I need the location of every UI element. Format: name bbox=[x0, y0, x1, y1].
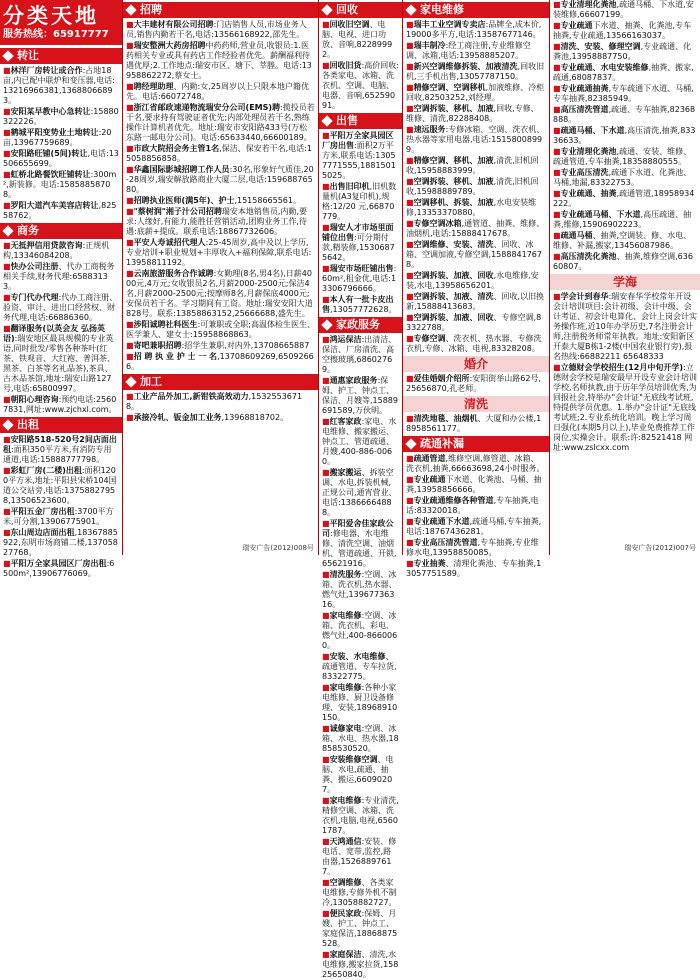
ad-item: ■华鑫国际影城招聘工作人员:30名,形象好气质佳,20-28周岁,瑞安解放路商业大厦二层,电话:15968876580。 bbox=[126, 165, 314, 194]
ad-item: ■翻译服务(以英会友 弘扬英语):瑞安地区最具规模的专业英语,同时批发/零售各种茶叶(红茶、铁观音、大红袍、普洱茶、黑茶、白茶等名礼品茶),茶具、古木品茶馆,地址:瑞安山路127号,电话:65800997。 bbox=[3, 324, 115, 393]
ad-item: ■专业高压清洗,疏通下水道、化粪池、马桶,地漏,83322753。 bbox=[553, 168, 692, 187]
ad-item: ■瑞安整洲大药房招聘中药药师,营业员,收银员:1.医药相关专业或具有药店工作经验者优先。薪酬福利待遇优厚;2.工作地点:瑞安市区、塘下、莘塍。电话:13958862272,蔡女士。 bbox=[126, 41, 312, 80]
ad-item: ■家电维修:专业清洗,精修空调、冰箱、洗衣机,电脑,电视,65601787。 bbox=[322, 796, 399, 835]
ad-item: ■诚修家电:空调、冰箱、水电、热水器,18858530520。 bbox=[322, 724, 399, 753]
ad-item: ■瑞安市场旺铺出售:60m²,租金优,电话:13306796666。 bbox=[322, 264, 397, 293]
section-header-shangwu: 商务 bbox=[0, 223, 122, 239]
ad-item: ■瑞丰制冷:经工商注册,专业维修空调、冰箱,电话:13958885207。 bbox=[406, 41, 531, 60]
ad-item: ■招 聘 执 业 护 士 一 名,13708609269,65092666。 bbox=[126, 352, 314, 371]
ad-item: ■疏通管道,维修空调,修管道、冰箱、洗衣机,抽粪,66663698,24小时服务。 bbox=[406, 454, 545, 473]
ad-item: ■专业疏通、抽粪,疏通管道,18958934222。 bbox=[553, 189, 695, 208]
ad-item: ■专业疏通维修各种管道,专车抽粪,电话:83320018。 bbox=[406, 496, 539, 515]
ad-list-chushou bbox=[322, 131, 399, 315]
ad-list-xuehai bbox=[553, 292, 697, 453]
column-1 bbox=[0, 0, 123, 578]
ad-list-hunqing bbox=[406, 374, 546, 394]
ad-item: ■空调移机、拆装、加液,水电安装维修,13353370880。 bbox=[406, 198, 537, 217]
ad-item: ■专修空调冰箱,通管道、抽粪、维修、油烟机,电话:15888417678。 bbox=[406, 219, 545, 238]
ad-item: ■浙江省邮政速递物流瑞安分公司(EMS)聘:揽投员若干名,要求持有驾驶证者优先;内部处理员若干名,熟练操作计算机者优先。地址:瑞安市安阳路433号(万松东路一邮电分公司)。电话:65633440,66600189。 bbox=[126, 103, 315, 142]
diamond-icon bbox=[125, 376, 136, 387]
ad-item: ■清洗服务:空调、冰箱、洗衣机,热水器、燃气灶,13967736316。 bbox=[322, 570, 397, 609]
ad-item: ■聘经理助理、内勤:女,25周岁以上只限本地户籍优先。电话:66072748。 bbox=[126, 82, 309, 101]
section-header-jiadian: 家电维修 bbox=[403, 2, 549, 18]
ad-item: ■立德财会学校招生(12月中旬开学):立德财会学校是瑞安最早开设专业会计培训学校,名师执教,由于历年学员培训优秀,为回报社会,特举办"会计证"无底线考试班,特提供学员优惠。1.举办"会计证"无底线考试班;2.专业系统化培训。晚上学习周日强化(本期5月以上),毕业免费推荐工作岗位,实操会计。联系:许:82521418 网址:www.zslcxx.com bbox=[553, 363, 697, 452]
section-header-chushou: 出售 bbox=[319, 113, 402, 129]
ad-item: ■高压清洗化粪池、抽粪,维修空调,63660807。 bbox=[553, 252, 693, 271]
ad-item: ■专业清理化粪池,疏通、安装、维修、疏通管道,专车抽粪,18358880555。 bbox=[553, 147, 692, 166]
ad-item: ■专门代办代理:代办工商注册、验资、审计、进出口经营权、财务代理,电话:66886360。 bbox=[3, 293, 118, 322]
ad-item: ■安装、水电维修、疏通管道、专车拉货,83322775。 bbox=[322, 652, 397, 681]
ad-item: ■安阳某早教中心急转让:15880322226。 bbox=[3, 107, 119, 126]
ad-item: ■安阳路518-520号2间店面出租:面积350平方米,有消防专用通道,电话:15888777798。 bbox=[3, 435, 117, 464]
ad-list-qingjie bbox=[406, 414, 546, 434]
ad-item: ■安阳路旺铺(5间)转让,电话:13506655699。 bbox=[3, 149, 119, 168]
ad-item: ■鹤城平阳变势业土地转让:20亩,13967759689。 bbox=[3, 128, 112, 147]
ad-list-shutong-cont bbox=[553, 0, 697, 272]
ad-item: ■瑞丰工业空调专卖店:品牌全,成本价,19000多平方,电话:13587677146。 bbox=[406, 20, 542, 39]
ad-item: ■回收旧货:高价回收:各类家电、冰箱、洗衣机、空调、电脑、电器、音响,65259091。 bbox=[322, 61, 399, 110]
ad-item: ■寄吧兼职招聘:招学生兼职,对内外,13708665887 bbox=[126, 341, 310, 350]
ad-item: ■专修空调、洗衣机、热水器、专修洗衣机,专修、冰箱、电视,83328208。 bbox=[406, 334, 542, 353]
ad-item: ■家庭保洁、清洗,水电维修,搬家拉货,15825650840。 bbox=[322, 950, 399, 979]
ad-item: ■清洗地毯、油烟机、大厦和办公楼,18958561177。 bbox=[406, 414, 542, 433]
ad-item: ■鸿运保洁:出清洁、保洁、厂房清洗、高空擦玻璃,68602769。 bbox=[322, 335, 397, 374]
ad-item: ■无抵押信用贷款咨询:正规机构,13346084208。 bbox=[3, 241, 110, 260]
column-2 bbox=[123, 0, 319, 555]
section-header-huishou: 回收 bbox=[319, 2, 402, 18]
ad-item: ■通惠家政服务:保姆、护工、钟点工、保洁、月嫂等,15889691589,万伙明。 bbox=[322, 376, 398, 415]
ad-item: ■工业产品外加工,新钳铁高效动力,15325536718。 bbox=[126, 392, 303, 411]
diamond-icon bbox=[125, 4, 136, 15]
ad-item: ■专业清理化粪池,疏通马桶、下水道,安装维修,66607199。 bbox=[553, 0, 694, 19]
ad-list-shangwu bbox=[3, 241, 119, 415]
ad-item: ■精修空调、空调移机,加液维修、冷柜回收,82503252,刘经理。 bbox=[406, 83, 545, 102]
ad-item: ■搬家搬运、拆装空调、水电,拆装机械,正规公司,通宵营业、电话:13866664888。 bbox=[322, 468, 397, 517]
masthead-hotline: 服务热线：65917777 bbox=[3, 29, 109, 40]
ad-list-jiazheng bbox=[322, 335, 399, 980]
ad-item: ■疏通马桶、下水道,高压清洗,抽粪,83336633。 bbox=[553, 126, 696, 145]
section-header-chuzu: 出租 bbox=[0, 417, 122, 433]
ad-item: ■平阳五金厂房出租:3700平方米,可分割,13906775901。 bbox=[3, 507, 114, 526]
ad-item: ■平阳万全家具园区厂房出售:面积2万平方米,联系电话:13057771555,18815015025。 bbox=[322, 131, 396, 180]
ad-item: ■专业疏通、水电安装维修,抽粪、搬家,疏通,68087837。 bbox=[553, 63, 694, 82]
ad-list-shutong bbox=[406, 454, 546, 579]
ad-item: ■空调拆装、加液、清洗、回收,以旧换新,15888413683。 bbox=[406, 292, 545, 311]
section-header-jiagong: 加工 bbox=[123, 374, 318, 390]
ad-license-note: 瑞安广告(2012)008号 bbox=[242, 544, 314, 553]
ad-item: ■回收旧空调、电脑、电视、进口功放、音响,82289992。 bbox=[322, 20, 393, 59]
ad-item: ■专业疏通下水道,疏通马桶,专车抽粪,电话:18767436281。 bbox=[406, 517, 542, 536]
ad-item: ■安装维修空调、电脑、水电,疏通、抽粪、搬运,66090207。 bbox=[322, 755, 394, 794]
ad-item: ■家电维修:空调、冰箱、洗衣机、彩电、燃气灶,400-8660060。 bbox=[322, 611, 398, 650]
ad-item: ■朝阳心理咨询:预约电话:25607831,网址:www.zjchxl.com。 bbox=[3, 395, 117, 414]
ad-item: ■空调拆装、移机、加液,清洗,旧机回收,15988889789。 bbox=[406, 177, 539, 196]
diamond-icon bbox=[2, 225, 13, 236]
ad-item: ■疏通马桶、抽粪,空调装、修、水电、维修、补漏,搬家,13456087986。 bbox=[553, 231, 692, 250]
column-5 bbox=[550, 0, 700, 555]
diamond-icon bbox=[321, 4, 332, 15]
ad-item: ■空调维修、各类家电维修,专修外机不制冷,13058882727。 bbox=[322, 878, 397, 907]
ad-item: ■平阳万全家具园区厂房出租:6500m²,13906776069。 bbox=[3, 559, 115, 578]
ad-list-huishou bbox=[322, 20, 399, 111]
section-header-zhaopin: 招聘 bbox=[123, 2, 318, 18]
ad-item: ■精修空调、移机、加液,清洗,旧机回收,15958883999。 bbox=[406, 156, 539, 175]
ad-item: ■招聘执业医师(满5年)、护士,15158665561。 bbox=[126, 196, 301, 205]
ad-item: ■速远服务:专修冰箱、空调、洗衣机、热水器等家用电器,电话:15158008999。 bbox=[406, 125, 545, 154]
diamond-icon bbox=[2, 419, 13, 430]
ad-item: ■专业疏通下水道、抽粪、化粪池,专车抽粪,专业疏通,13566163037。 bbox=[553, 21, 692, 40]
ad-item: ■空调拆装、加液、回收,水电维修,安装,水电,13958656201。 bbox=[406, 271, 539, 290]
ad-item: ■云南旅游服务合作诚聘:女勤理(8名,男4名),日薪4000元,4万元;女收银员2名,月薪2000-2500元;保洁4名,月薪2000-2500元;按摩师8名,月薪保底4000元;安保员若干名。学习期间有工资。地址:瑞安安阳大道828号。联系:13858863152,25666688,盛先生。 bbox=[126, 269, 313, 318]
ad-item: ■天鸿通信:安装、修电话、宽带,监控,路由器,15268897617。 bbox=[322, 837, 397, 876]
ad-item: ■林洋厂房转让或合作:占地18亩,内已配中联炉和变压器,电话:13216966381,13688066893。 bbox=[3, 66, 115, 105]
ad-item: ■彩虹厂房(二楼)出租:面积1200平方米,地址:平阳县宋桥104国道公交站旁,电话:13758827958,13506523600。 bbox=[3, 466, 117, 505]
ad-item: ■平安人寿诚招代理人:25-45周岁,高中及以上学历,专业培训+职业规划+丰厚收入+福利保障,联系电话:13958811192。 bbox=[126, 238, 312, 267]
ad-item: ■专业抽粪、清理化粪池、专车抽粪,13057751589。 bbox=[406, 559, 542, 578]
ad-item: ■空调拆装、加液、回收、专修空调,83322788。 bbox=[406, 313, 542, 332]
ad-list-chuzu bbox=[3, 435, 119, 579]
ad-list-zhuanrang bbox=[3, 66, 119, 221]
diamond-icon bbox=[321, 319, 332, 330]
ad-item: ■学会计到春华:瑞安春华学校常年开设会计培训项目:会计初级、会计中级、会计考证、初会计电算化、会计上岗会计实务操作班,近10年办学历史,7名注册会计师,注册税务师常年执教。地址:安阳新区开泰大厦B栋1-2楼(中国农业银行旁),报名热线:66882211 65648333 bbox=[553, 292, 697, 361]
ad-item: ■空调维修、安装、清洗、回收、冰箱、空调加液,专修空调,15888417678。 bbox=[406, 240, 542, 269]
ad-item: ■快办公司注册、代办工商税务相关手续,财务代理:65883133。 bbox=[3, 262, 115, 291]
masthead-title: 分类天地 bbox=[3, 4, 99, 28]
ad-list-jiadian bbox=[406, 20, 546, 354]
ad-item: ■涉阳诚聘社科医生:可兼职或全职;高温体检生医生、医学兼人、建女士:15958868863。 bbox=[126, 320, 315, 339]
ad-list-zhaopin bbox=[126, 20, 315, 372]
ad-item: ■"蔡树润"湘子汁公司招聘瑞安本地销售员,内勤,要求:人缘好,有能力,能胜任营销活动,团购业务工作,待遇:底薪+提成。联系电话:18867732606。 bbox=[126, 207, 307, 236]
section-header-shutong: 疏通补漏 bbox=[403, 436, 549, 452]
ad-item: ■瑞安人才市场里面铺位出售:可分期付款,精装修,15306875642。 bbox=[322, 223, 395, 262]
ad-list-jiagong bbox=[126, 392, 315, 423]
ad-item: ■空调拆装、移机、加液,回收,专修、维修、清洗,82288408。 bbox=[406, 104, 539, 123]
ad-item: ■新兴空调维修拆装、加液清洗,回收旧机,三手机出售,13057787150。 bbox=[406, 62, 545, 81]
diamond-icon bbox=[321, 115, 332, 126]
ad-item: ■专业疏通马桶、下水道,高压疏通、抽粪,维修,15906902223。 bbox=[553, 210, 692, 229]
column-3 bbox=[319, 0, 403, 979]
ad-item: ■专业疏通下水道、化粪池、马桶、抽粪,13958856666。 bbox=[406, 475, 542, 494]
ad-item: ■市政大院招会务主管1名,保洁、保安若干名,电话:15058856858。 bbox=[126, 144, 313, 163]
ad-item: ■出售旧印机,旧机数量机(A3复印机),规格:12/20 元,66870779。 bbox=[322, 182, 397, 221]
diamond-icon bbox=[2, 50, 13, 61]
section-header-qingjie: 清洗 bbox=[403, 396, 549, 412]
ad-item: ■承接冷轧、钣金加工业务,13968818702。 bbox=[126, 413, 289, 422]
ad-license-note: 瑞安广告(2012)007号 bbox=[624, 544, 696, 553]
column-4 bbox=[403, 0, 550, 578]
ad-item: ■家电维修:各种小家电维修、厨卫设备修理、安装,18968910150。 bbox=[322, 683, 398, 722]
ad-item: ■大丰建材有限公司招聘:门店销售人员,市场业务人员,销售内勤若干名,电话:13566168922,邵先生。 bbox=[126, 20, 307, 39]
ad-item: ■专业高压清洗管道,专车抽粪,专业维修水电,13958850085。 bbox=[406, 538, 539, 557]
ad-item: ■罗阳大道汽车美容店转让,82558762。 bbox=[3, 201, 117, 220]
ad-item: ■红客家政:家电、水电维修、搬家搬运、钟点工、管道疏通、月嫂,400-886-0060。 bbox=[322, 417, 397, 466]
section-header-xuehai: 学海 bbox=[550, 274, 700, 290]
ad-item: ■本人有一批卡皮出售,13057772628。 bbox=[322, 295, 397, 314]
diamond-icon bbox=[405, 438, 416, 449]
ad-item: ■虹桥北路餐饮旺铺转让:300m²,新装修。电话:15858858708。 bbox=[3, 170, 117, 199]
ad-item: ■专业疏通抽粪,专车疏通下水道、马桶,专车抽粪,82385949。 bbox=[553, 84, 694, 103]
ad-item: ■爱佳婚姻介绍所:安阳街举山路62号,25656870,孔老师。 bbox=[406, 374, 541, 393]
ad-item: ■高压清洗管道,疏通、专车抽粪,82368888。 bbox=[553, 105, 696, 124]
ad-item: ■东山周边店面出租,18367885922,东明市场商铺二楼,13705827768。 bbox=[3, 528, 118, 557]
ad-item: ■清洗、安装、修理空调,专业疏通、化粪池,13958887750。 bbox=[553, 42, 692, 61]
section-header-hunqing: 婚介 bbox=[403, 356, 549, 372]
ad-item: ■平阳爱舍佳家政公司:修电器、水电维修、清洗空调、油烟机、管道疏通、开锁,65621916。 bbox=[322, 519, 397, 568]
section-header-zhuanrang: 转让 bbox=[0, 48, 122, 64]
diamond-icon bbox=[405, 4, 416, 15]
section-header-jiazheng: 家政服务 bbox=[319, 317, 402, 333]
ad-item: ■便民家政:保姆、月嫂、护工、钟点工、家庭保洁,18868875528。 bbox=[322, 909, 398, 948]
masthead bbox=[0, 0, 122, 45]
